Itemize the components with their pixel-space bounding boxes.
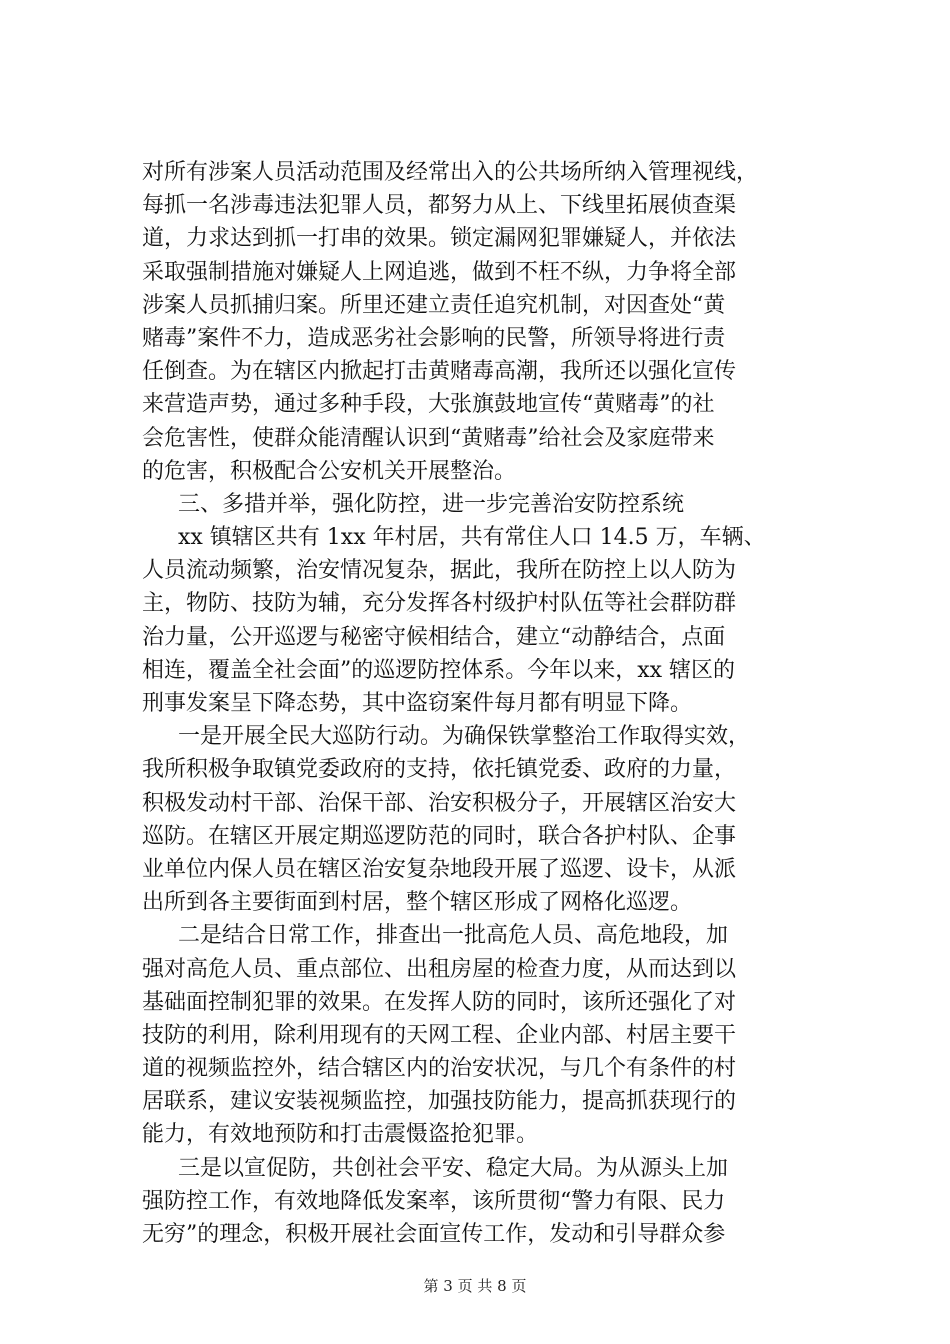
text-line: 任倒查。为在辖区内掀起打击黄赌毒高潮，我所还以强化宣传 <box>142 359 737 385</box>
text-line: 强防控工作，有效地降低发案率，该所贯彻“警力有限、民力 <box>142 1188 726 1214</box>
body-text <box>142 156 814 1251</box>
text-line: 无穷”的理念，积极开展社会面宣传工作，发动和引导群众参 <box>142 1222 726 1247</box>
text-line: 三是以宣促防，共创社会平安、稳定大局。为从源头上加 <box>178 1155 729 1181</box>
text-line: 治力量，公开巡逻与秘密守候相结合，建立“动静结合，点面 <box>142 624 726 650</box>
text-line: 业单位内保人员在辖区治安复杂地段开展了巡逻、设卡，从派 <box>142 856 737 882</box>
text-line: 我所积极争取镇党委政府的支持，依托镇党委、政府的力量， <box>142 757 737 783</box>
text-line: 出所到各主要街面到村居，整个辖区形成了网格化巡逻。 <box>142 890 693 916</box>
text-line: 赌毒”案件不力，造成恶劣社会影响的民警，所领导将进行责 <box>142 325 726 351</box>
text-line: 涉案人员抓捕归案。所里还建立责任追究机制，对因查处“黄 <box>142 292 726 318</box>
text-line: 道的视频监控外，结合辖区内的治安状况，与几个有条件的村 <box>142 1056 737 1082</box>
text-line: 会危害性，使群众能清醒认识到“黄赌毒”给社会及家庭带来 <box>142 425 715 451</box>
text-line: 来营造声势，通过多种手段，大张旗鼓地宣传“黄赌毒”的社 <box>142 392 715 418</box>
text-line: xx 镇辖区共有 1xx 年村居，共有常住人口 14.5 万，车辆、 <box>178 525 766 551</box>
text-line: 巡防。在辖区开展定期巡逻防范的同时，联合各护村队、企事 <box>142 823 737 849</box>
text-line: 主，物防、技防为辅，充分发挥各村级护村队伍等社会群防群 <box>142 591 737 617</box>
text-line: 二是结合日常工作，排查出一批高危人员、高危地段，加 <box>178 923 729 949</box>
text-line: 一是开展全民大巡防行动。为确保铁掌整治工作取得实效， <box>178 724 751 750</box>
text-line: 每抓一名涉毒违法犯罪人员，都努力从上、下线里拓展侦查渠 <box>142 193 737 219</box>
text-line: 相连，覆盖全社会面”的巡逻防控体系。今年以来，xx 辖区的 <box>142 657 736 683</box>
text-line: 道，力求达到抓一打串的效果。锁定漏网犯罪嫌疑人，并依法 <box>142 226 737 252</box>
text-line: 积极发动村干部、治保干部、治安积极分子，开展辖区治安大 <box>142 790 737 816</box>
text-line: 居联系，建议安装视频监控，加强技防能力，提高抓获现行的 <box>142 1089 737 1115</box>
text-line: 强对高危人员、重点部位、出租房屋的检查力度，从而达到以 <box>142 956 737 982</box>
text-line: 刑事发案呈下降态势，其中盗窃案件每月都有明显下降。 <box>142 691 693 716</box>
text-line: 基础面控制犯罪的效果。在发挥人防的同时，该所还强化了对 <box>142 989 737 1015</box>
text-line: 对所有涉案人员活动范围及经常出入的公共场所纳入管理视线， <box>142 160 759 185</box>
text-line: 能力，有效地预防和打击震慑盗抢犯罪。 <box>142 1122 539 1148</box>
page-footer: 第 3 页 共 8 页 <box>423 1277 527 1295</box>
text-line: 人员流动频繁，治安情况复杂，据此，我所在防控上以人防为 <box>142 558 737 584</box>
text-line: 采取强制措施对嫌疑人上网追逃，做到不枉不纵，力争将全部 <box>142 259 737 285</box>
text-line: 的危害，积极配合公安机关开展整治。 <box>142 458 517 484</box>
text-line: 技防的利用，除利用现有的天网工程、企业内部、村居主要干 <box>142 1022 737 1048</box>
section-heading: 三、多措并举，强化防控，进一步完善治安防控系统 <box>178 491 685 517</box>
